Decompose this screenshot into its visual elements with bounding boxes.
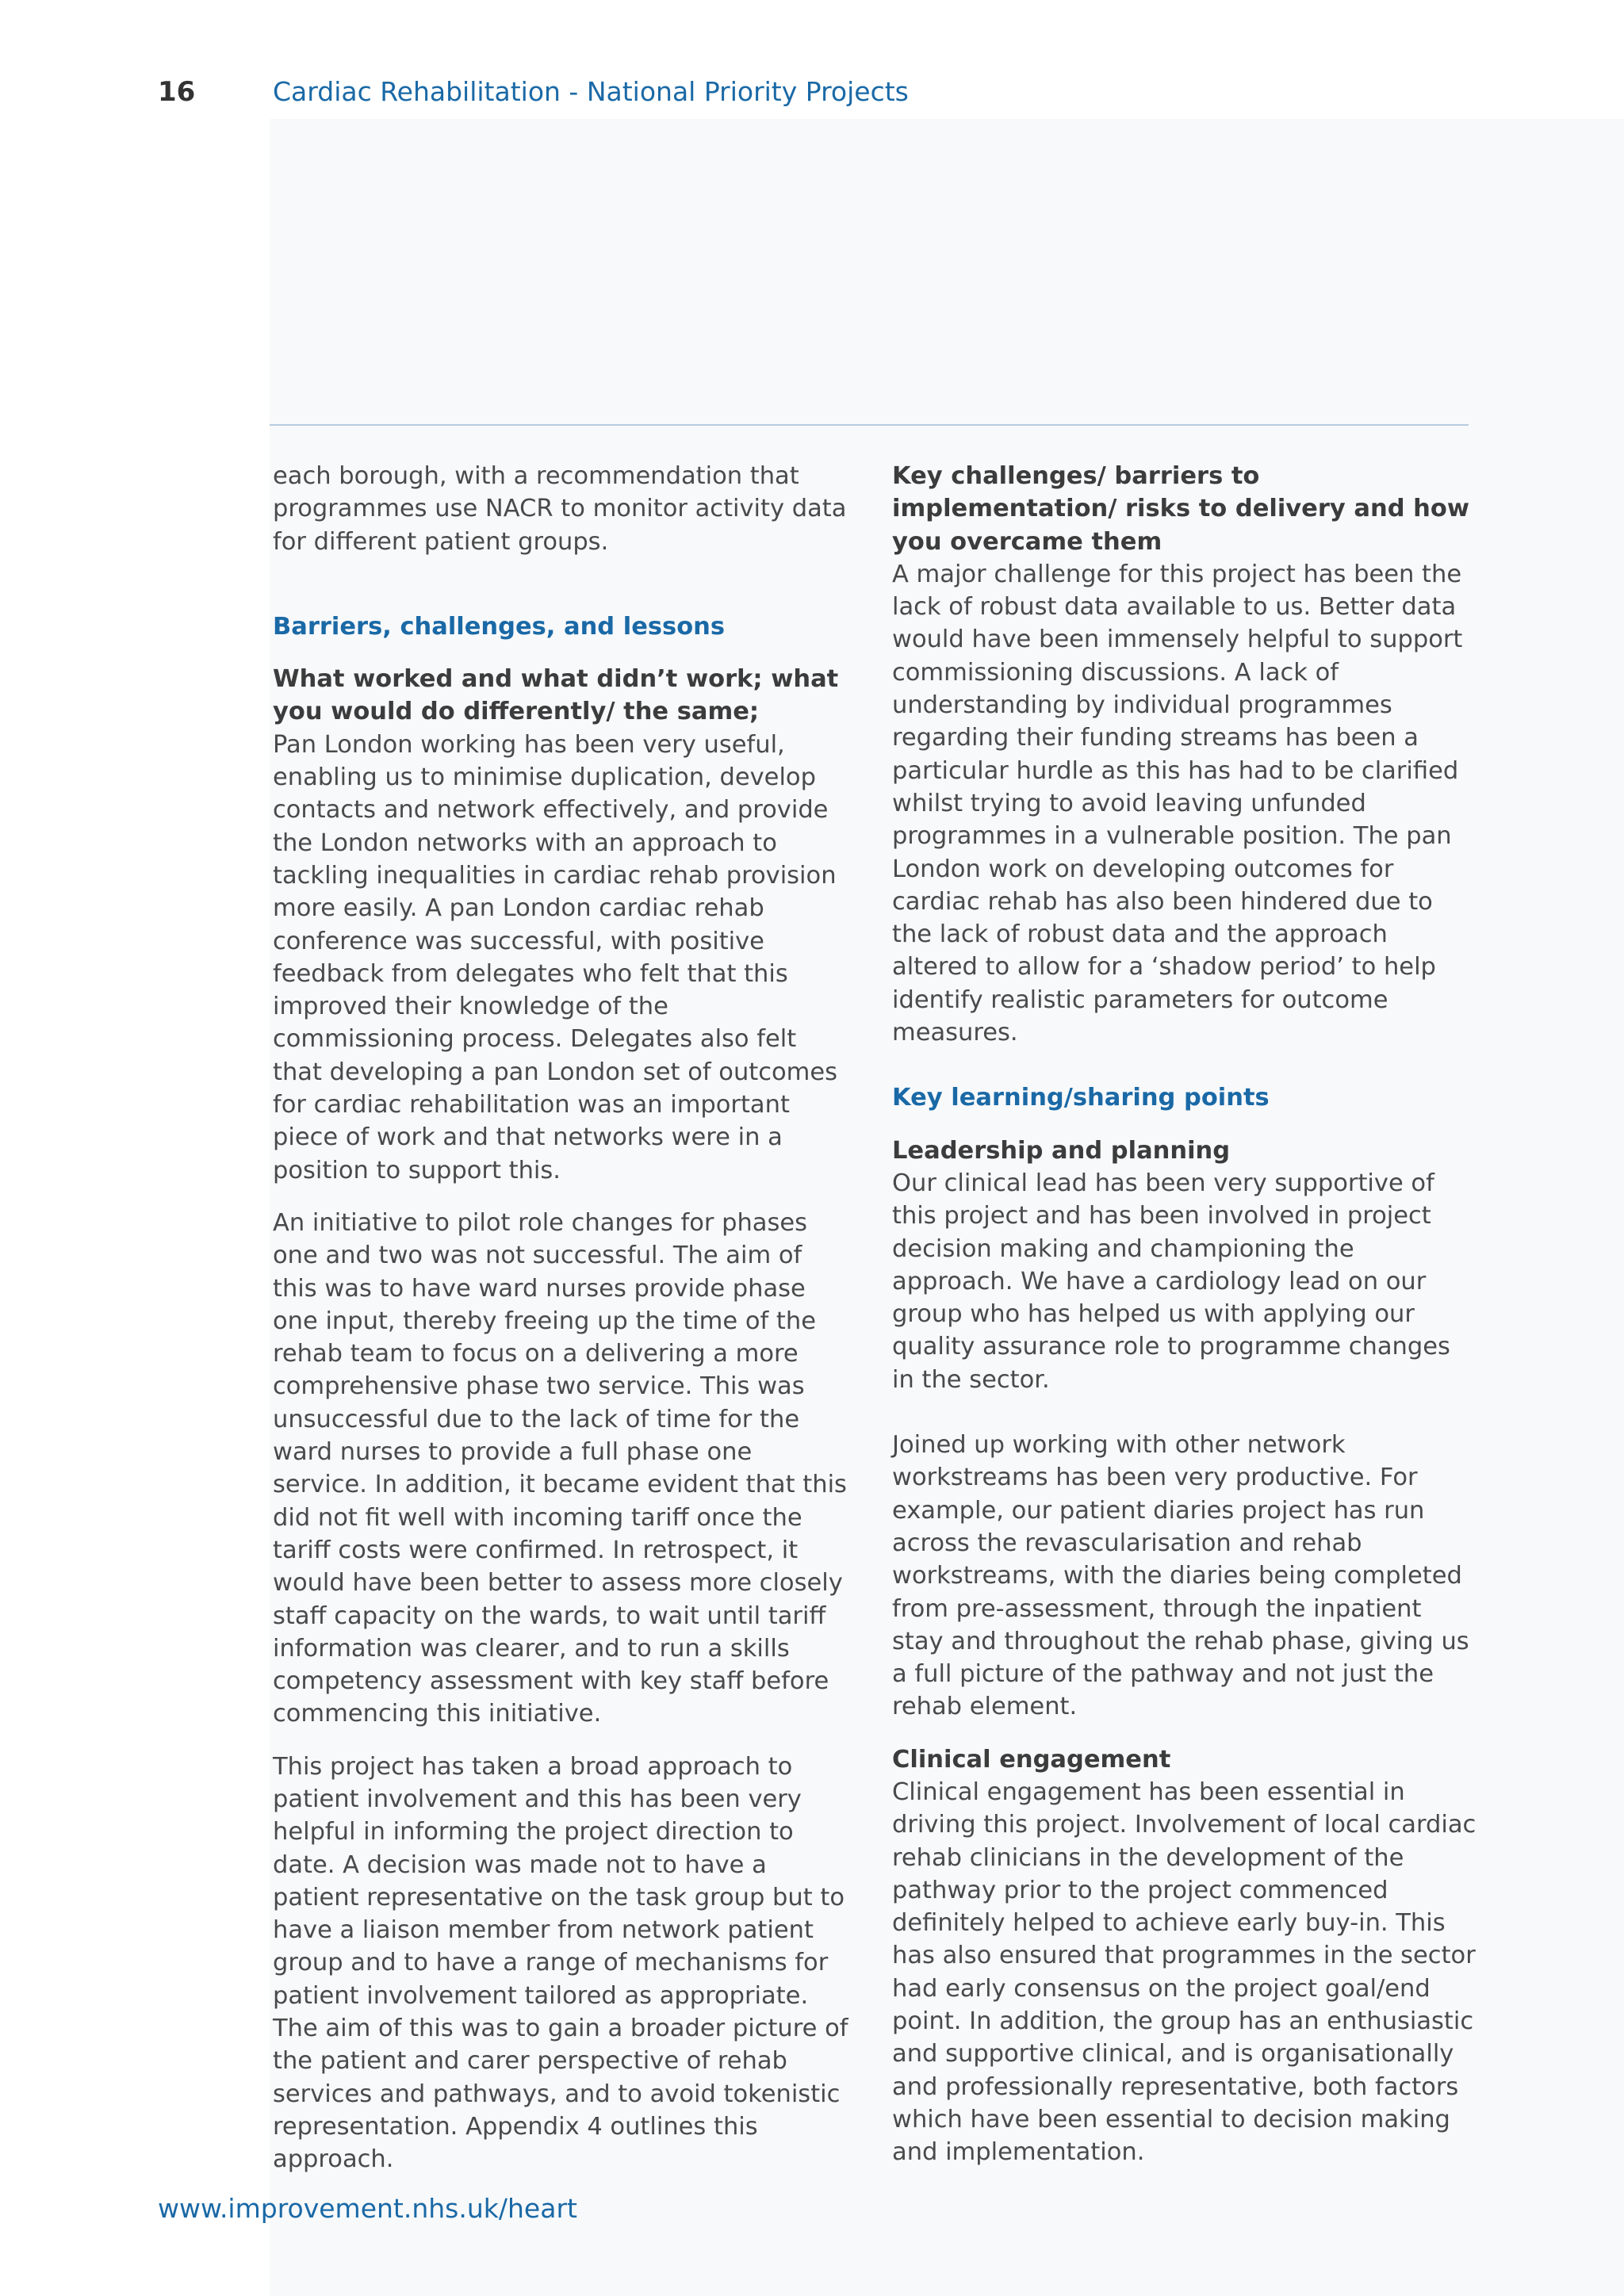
section-heading-barriers: Barriers, challenges, and lessons (273, 612, 726, 641)
subheading-key-challenges: Key challenges/ barriers to implementation/ risks to delivery and how you overcame them (892, 462, 1469, 556)
subheading-leadership: Leadership and planning (892, 1136, 1231, 1165)
patient-involvement-paragraph: This project has taken a broad approach to patient involvement and this has been very helpful in informing the project direction to date. A decision was made not to have a patient representative on the task group but to have a liaison member from network patient group and to have a range of mechanisms for patient involvement tailored as appropriate. The aim of this was to gain a broader picture of the patient and carer perspective of rehab services and pathways, and to avoid tokenistic representation. Appendix 4 outlines this approach. (273, 1752, 848, 2174)
left-column (273, 460, 852, 2196)
challenges-paragraph (892, 460, 1479, 1049)
body-text: Pan London working has been very useful, enabling us to minimise duplication, develop contacts and network effectively, and provide the London networks with an approach to tackling inequalities in cardiac rehab provision more easily. A pan London cardiac rehab conference was successful, with positive feedback from delegates who felt that this improved their knowledge of the commissioning process. Delegates also felt that developing a pan London set of outcomes for cardiac rehabilitation was an important piece of work and that networks were in a position to support this. (273, 730, 838, 1184)
subheading-what-worked: What worked and what didn’t work; what you would do differently/ the same; (273, 665, 839, 726)
body-text: Our clinical lead has been very supportive of this project and has been involved in project decision making and championing the approach. We have a cardiology lead on our group who has helped us with applying our quality assurance role to programme changes in the sector. (892, 1169, 1450, 1394)
intro-paragraph: each borough, with a recommendation that programmes use NACR to monitor activity data for different patient groups. (273, 462, 847, 556)
footer-website-link[interactable]: www.improvement.nhs.uk/heart (158, 2193, 577, 2224)
leadership-paragraph (892, 1135, 1479, 1396)
spacer (892, 1396, 1479, 1429)
worked-paragraph (273, 663, 852, 1187)
subheading-clinical-engagement: Clinical engagement (892, 1745, 1171, 1774)
page-header-title: Cardiac Rehabilitation - National Priority Projects (273, 76, 909, 107)
body-text: A major challenge for this project has been the lack of robust data available to us. Better data would have been immensely helpful to support commissioning discussions. A lack of understanding by individual programmes regarding their funding streams has been a particular hurdle as this has had to be clarified whilst trying to avoid leaving unfunded programmes in a vulnerable position. The pan London work on developing outcomes for cardiac rehab has also been hindered due to the lack of robust data and the approach altered to allow for a ‘shadow period’ to help identify realistic parameters for outcome measures. (892, 560, 1463, 1047)
spacer (273, 578, 852, 610)
clinical-engagement-paragraph (892, 1743, 1479, 2169)
body-text: Clinical engagement has been essential in driving this project. Involvement of local cardiac rehab clinicians in the development of the pathway prior to the project commenced definitely helped to achieve early buy-in. This has also ensured that programmes in the sector had early consensus on the project goal/end point. In addition, the group has an enthusiastic and supportive clinical, and is organisationally and professionally representative, both factors which have been essential to decision making and implementation. (892, 1777, 1477, 2167)
section-heading-key-learning: Key learning/sharing points (892, 1084, 1270, 1112)
page-number: 16 (158, 76, 196, 108)
role-changes-paragraph: An initiative to pilot role changes for phases one and two was not successful. The aim of this was to have ward nurses provide phase one input, thereby freeing up the time of the rehab team to focus on a delivering a more comprehensive phase two service. This was unsuccessful due to the lack of time for the ward nurses to provide a full phase one service. In addition, it became evident that this did not fit well with incoming tariff once the tariff costs were confirmed. In retrospect, it would have been better to assess more closely staff capacity on the wards, to wait until tariff information was clearer, and to run a skills competency assessment with key staff before commencing this initiative. (273, 1208, 847, 1728)
joined-up-paragraph: Joined up working with other network workstreams has been very productive. For example, our patient diaries project has run across the revascularisation and rehab workstreams, with the diaries being completed from pre-assessment, through the inpatient stay and throughout the rehab phase, giving us a full picture of the pathway and not just the rehab element. (892, 1431, 1469, 1721)
header-divider (270, 424, 1469, 426)
spacer (892, 1069, 1479, 1081)
right-column (892, 460, 1479, 2189)
